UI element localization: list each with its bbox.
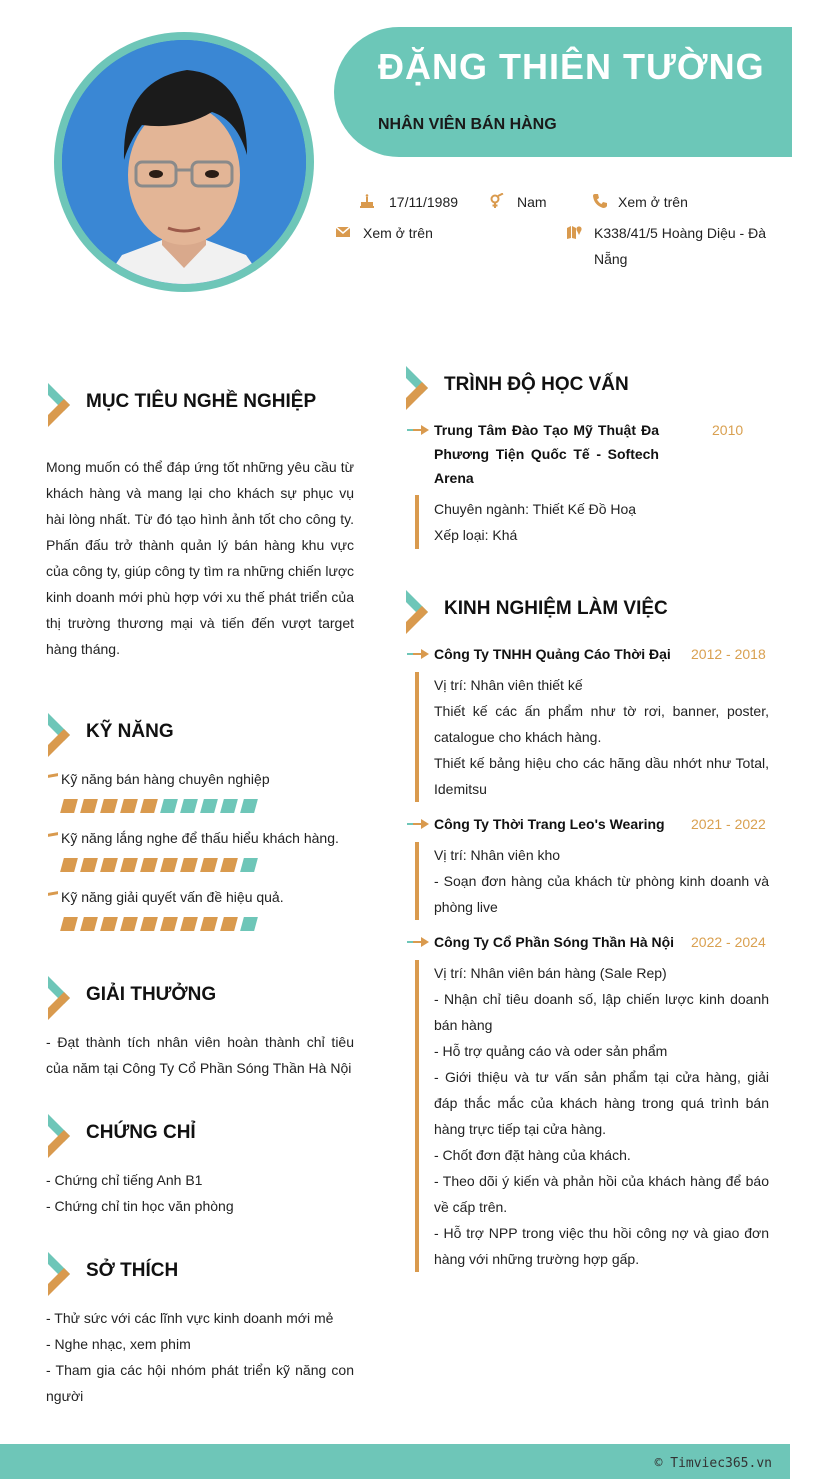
objective-text: Mong muốn có thể đáp ứng tốt những yêu cầu từ khách hàng và mang lại cho khách sự phục vụ hài lòng nhất. Từ đó tạo hình ảnh tốt cho công ty. Phấn đấu trở thành quản lý bán hàng khu vực của công ty, giúp công ty tìm ra những chiến lược kinh doanh mới phù hợp với xu thế phát triển của thị trường thương mại và tiến đến vượt target hàng tháng. — [46, 459, 354, 657]
skill-level-segment — [240, 799, 258, 813]
skill-level-segment — [100, 917, 118, 931]
birthday-cake-icon — [359, 193, 375, 209]
skill-level-segment — [100, 858, 118, 872]
email-text: Xem ở trên — [363, 225, 433, 241]
gender-field — [489, 189, 547, 215]
job-detail-line: Thiết kế bảng hiệu cho các hãng dầu nhớt như Total, Idemitsu — [434, 755, 769, 797]
birthday-text: 17/11/1989 — [389, 194, 459, 210]
skill-level-bar — [62, 799, 256, 813]
skill-level-segment — [120, 858, 138, 872]
entry-divider — [415, 960, 419, 1272]
skill-level-bar — [62, 917, 256, 931]
gender-text: Nam — [517, 194, 547, 210]
skill-level-segment — [200, 799, 218, 813]
job-title: NHÂN VIÊN BÁN HÀNG — [378, 116, 557, 133]
phone-field — [592, 189, 688, 215]
section-title: TRÌNH ĐỘ HỌC VẤN — [444, 374, 629, 395]
phone-text: Xem ở trên — [618, 194, 688, 210]
skill-level-segment — [140, 917, 158, 931]
job-details — [434, 672, 769, 802]
awards-text: - Đạt thành tích nhân viên hoàn thành chỉ tiêu của năm tại Công Ty Cổ Phần Sóng Thần Hà Nội — [46, 1034, 354, 1076]
skill-level-segment — [140, 799, 158, 813]
job-detail-line: Vị trí: Nhân viên thiết kế — [434, 677, 583, 693]
skill-label: Kỹ năng giải quyết vấn đề hiệu quả. — [46, 889, 284, 905]
job-period: 2021 - 2022 — [691, 816, 766, 832]
job-detail-line: - Giới thiệu và tư vấn sản phẩm tại cửa hàng, giải đáp thắc mắc của khách hàng trong quá trình bán hàng trực tiếp tại cửa hàng. — [434, 1069, 769, 1137]
education-major: Chuyên ngành: Thiết Kế Đồ Hoạ — [434, 501, 637, 517]
job-detail-line: - Hỗ trợ quảng cáo và oder sản phẩm — [434, 1043, 668, 1059]
chevron-marker-icon — [46, 713, 76, 757]
birthday-field — [359, 189, 458, 215]
arrow-right-icon — [407, 819, 429, 829]
arrow-right-icon — [407, 937, 429, 947]
job-company: Công Ty Cổ Phần Sóng Thần Hà Nội — [434, 934, 675, 950]
skill-level-segment — [120, 799, 138, 813]
hobby-item: - Nghe nhạc, xem phim — [46, 1336, 191, 1352]
school-name: Trung Tâm Đào Tạo Mỹ Thuật Đa Phương Tiện Quốc Tế - Softech Arena — [434, 422, 659, 486]
skill-level-segment — [120, 917, 138, 931]
skill-label: Kỹ năng lắng nghe để thấu hiểu khách hàng. — [46, 830, 339, 846]
skill-level-segment — [80, 858, 98, 872]
education-grade: Xếp loại: Khá — [434, 527, 518, 543]
section-title: KỸ NĂNG — [86, 721, 174, 742]
skill-level-segment — [200, 858, 218, 872]
map-location-icon — [566, 224, 582, 240]
footer-bar — [0, 1444, 790, 1479]
skill-level-segment — [240, 917, 258, 931]
section-title: KINH NGHIỆM LÀM VIỆC — [444, 598, 668, 619]
skill-level-segment — [220, 917, 238, 931]
arrow-right-icon — [407, 649, 429, 659]
hobby-item: - Tham gia các hội nhóm phát triển kỹ năng con người — [46, 1362, 354, 1404]
skill-level-segment — [160, 917, 178, 931]
job-detail-line: Vị trí: Nhân viên bán hàng (Sale Rep) — [434, 965, 667, 981]
skill-level-segment — [140, 858, 158, 872]
job-detail-line: - Hỗ trợ NPP trong việc thu hồi công nợ và giao đơn hàng với những trường hợp gấp. — [434, 1225, 769, 1267]
job-company: Công Ty TNHH Quảng Cáo Thời Đại — [434, 646, 671, 662]
skill-level-segment — [180, 858, 198, 872]
skill-level-segment — [80, 799, 98, 813]
certificate-item: - Chứng chỉ tin học văn phòng — [46, 1198, 234, 1214]
email-icon — [335, 224, 351, 240]
skill-level-segment — [220, 858, 238, 872]
section-title: MỤC TIÊU NGHỀ NGHIỆP — [86, 391, 317, 412]
job-period: 2022 - 2024 — [691, 934, 766, 950]
skill-level-segment — [200, 917, 218, 931]
address-line-1: K338/41/5 Hoàng Diệu - Đà — [594, 225, 766, 241]
skill-level-segment — [160, 858, 178, 872]
job-detail-line: - Soạn đơn hàng của khách từ phòng kinh doanh và phòng live — [434, 873, 769, 915]
avatar — [62, 40, 306, 284]
entry-divider — [415, 495, 419, 549]
job-detail-line: - Nhận chỉ tiêu doanh số, lập chiến lược kinh doanh bán hàng — [434, 991, 769, 1033]
job-detail-line: - Chốt đơn đặt hàng của khách. — [434, 1147, 631, 1163]
skill-level-segment — [80, 917, 98, 931]
certificates-list — [46, 1167, 354, 1219]
hobbies-list — [46, 1305, 354, 1409]
skill-level-segment — [180, 917, 198, 931]
entry-divider — [415, 842, 419, 920]
job-detail-line: - Theo dõi ý kiến và phản hồi của khách hàng để báo về cấp trên. — [434, 1173, 769, 1215]
skill-level-segment — [160, 799, 178, 813]
gender-icon — [489, 193, 505, 209]
section-title: SỞ THÍCH — [86, 1260, 179, 1281]
chevron-marker-icon — [404, 590, 434, 634]
chevron-marker-icon — [46, 1114, 76, 1158]
skill-level-segment — [180, 799, 198, 813]
job-detail-line: Thiết kế các ấn phẩm như tờ rơi, banner, poster, catalogue cho khách hàng. — [434, 703, 769, 745]
candidate-name: ĐẶNG THIÊN TƯỜNG — [378, 46, 765, 87]
footer-credit: © Timviec365.vn — [654, 1456, 772, 1471]
chevron-marker-icon — [46, 1252, 76, 1296]
section-title: GIẢI THƯỞNG — [86, 984, 217, 1005]
address-line-2: Nẵng — [594, 251, 628, 267]
skill-level-segment — [100, 799, 118, 813]
job-detail-line: Vị trí: Nhân viên kho — [434, 847, 561, 863]
arrow-right-icon — [407, 425, 429, 435]
skill-level-segment — [240, 858, 258, 872]
skill-level-segment — [60, 858, 78, 872]
hobby-item: - Thử sức với các lĩnh vực kinh doanh mới mẻ — [46, 1310, 334, 1326]
job-details — [434, 960, 769, 1272]
job-period: 2012 - 2018 — [691, 646, 766, 662]
education-details — [434, 496, 769, 548]
chevron-marker-icon — [46, 383, 76, 427]
certificate-item: - Chứng chỉ tiếng Anh B1 — [46, 1172, 203, 1188]
section-title: CHỨNG CHỈ — [86, 1122, 196, 1143]
skill-label: Kỹ năng bán hàng chuyên nghiệp — [46, 771, 270, 787]
education-year: 2010 — [712, 422, 744, 438]
email-field — [335, 220, 433, 246]
skill-level-segment — [60, 799, 78, 813]
chevron-marker-icon — [404, 366, 434, 410]
job-details — [434, 842, 769, 920]
entry-divider — [415, 672, 419, 802]
job-company: Công Ty Thời Trang Leo's Wearing — [434, 816, 665, 832]
chevron-marker-icon — [46, 976, 76, 1020]
phone-icon — [592, 193, 608, 209]
skill-level-segment — [220, 799, 238, 813]
skill-level-bar — [62, 858, 256, 872]
address-field — [566, 220, 776, 272]
skill-level-segment — [60, 917, 78, 931]
